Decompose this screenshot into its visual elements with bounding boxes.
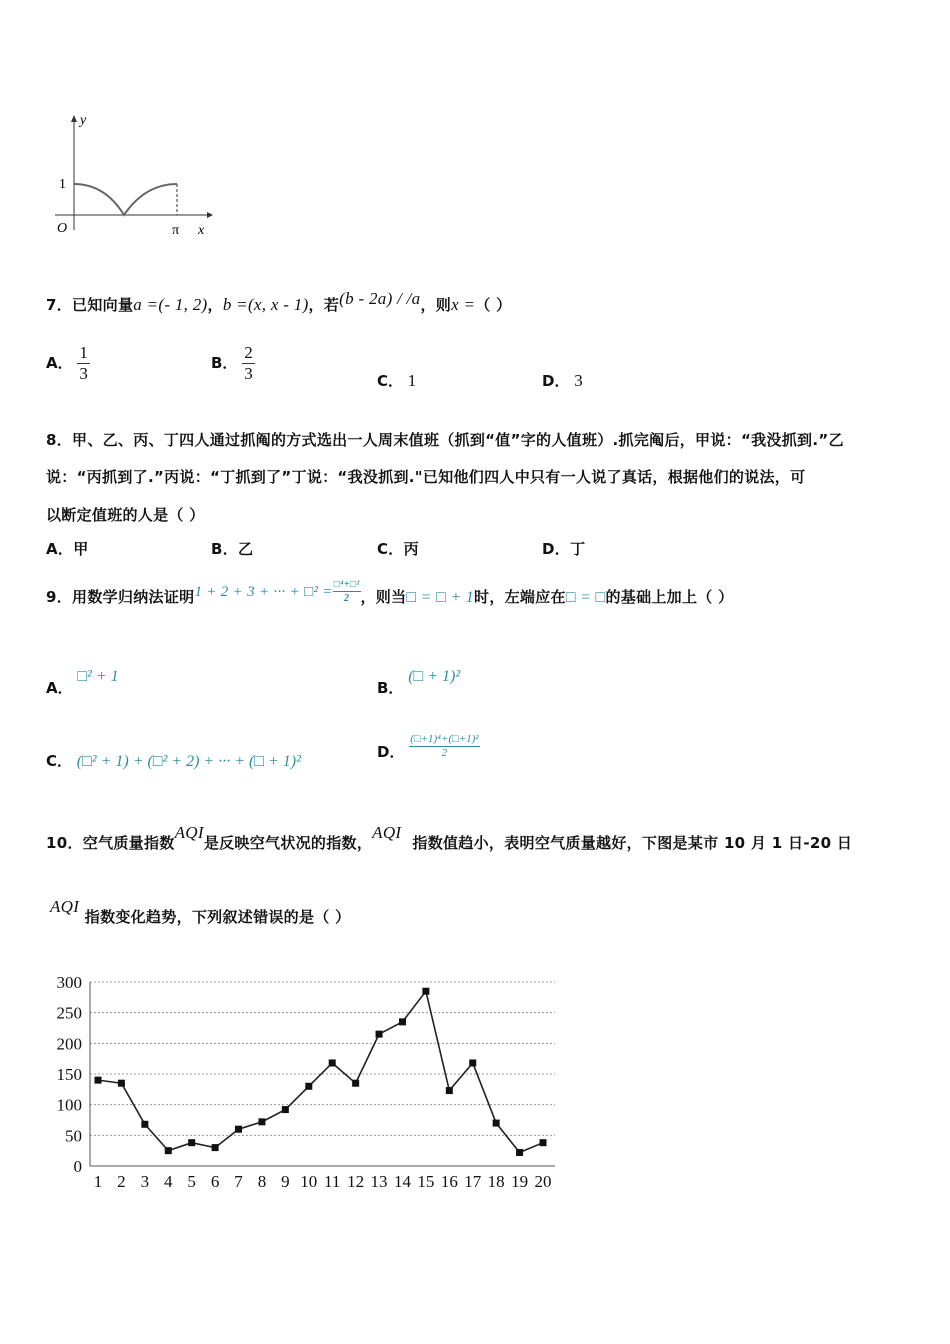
question-9 <box>46 579 734 611</box>
data-point <box>399 1018 406 1025</box>
x-tick-label: 4 <box>164 1172 173 1191</box>
y-axis-label: y <box>80 113 87 128</box>
q7-paren: （ ） <box>475 296 512 314</box>
option-label: C． <box>377 540 404 558</box>
y-tick-label: 250 <box>56 1003 82 1023</box>
data-point <box>540 1139 547 1146</box>
q9-option-c[interactable] <box>46 750 301 771</box>
q7-option-d[interactable] <box>542 370 583 391</box>
q7-number: 7． <box>46 296 73 314</box>
data-point <box>141 1121 148 1128</box>
y-tick-label: 0 <box>73 1157 82 1176</box>
option-a-numerator: 1 <box>79 343 88 362</box>
x-axis-arrow <box>207 212 213 218</box>
option-a-denominator: 3 <box>79 364 88 383</box>
series-line <box>98 991 543 1152</box>
option-b-expression: (□ + 1)² <box>408 668 461 685</box>
one-tick-label: 1 <box>59 177 66 192</box>
y-tick-label: 150 <box>56 1065 82 1084</box>
q10-part-3: 指数值趋小，表明空气质量越好，下图是某市 10 月 1 日-20 日 <box>412 834 853 852</box>
q10-number: 10． <box>46 834 83 852</box>
q7-comma: ， <box>207 296 223 314</box>
q10-part-1: 空气质量指数 <box>82 834 175 852</box>
y-tick-label: 100 <box>56 1095 82 1115</box>
q10-part-4: 指数变化趋势，下列叙述错误的是（ ） <box>84 908 351 926</box>
q7-vec-b: b =(x, x - 1) <box>222 295 309 314</box>
x-tick-label: 12 <box>347 1172 365 1191</box>
q10-part-2: 是反映空气状况的指数， <box>203 834 373 852</box>
q9-when: ，则当 <box>360 588 407 606</box>
q7-if: ，若 <box>308 296 340 314</box>
q8-option-a[interactable] <box>46 538 89 559</box>
data-point <box>258 1118 265 1125</box>
data-point <box>188 1139 195 1146</box>
q7-condition: (b - 2a) / /a <box>339 289 421 308</box>
q9-left-side: 时，左端应在 <box>474 588 566 606</box>
q9-condition-2: □ = □ <box>565 589 606 606</box>
data-point <box>376 1031 383 1038</box>
data-point <box>212 1144 219 1151</box>
data-point <box>329 1059 336 1066</box>
data-point <box>282 1106 289 1113</box>
q7-option-b[interactable] <box>211 343 255 384</box>
x-tick-label: 19 <box>511 1172 529 1191</box>
option-d-denominator: 2 <box>441 747 448 759</box>
option-text: 乙 <box>238 540 254 558</box>
option-label: D． <box>542 372 570 390</box>
q10-line-2 <box>50 897 351 927</box>
data-point <box>118 1080 125 1087</box>
q10-aqi-3: AQI <box>50 897 80 916</box>
option-d-value: 3 <box>574 371 583 390</box>
q10-aqi-2: AQI <box>372 823 402 842</box>
q9-formula-left: 1 + 2 + 3 + ··· + □² = <box>194 584 333 600</box>
y-axis-arrow <box>71 115 77 122</box>
data-point <box>352 1080 359 1087</box>
q8-line-2: 说：“丙抓到了.”丙说：“丁抓到了”丁说：“我没抓到."已知他们四人中只有一人说了真话，根据他们的说法，可 <box>46 468 806 486</box>
option-text: 丙 <box>403 540 419 558</box>
x-tick-label: 6 <box>210 1172 220 1191</box>
x-tick-label: 1 <box>93 1172 103 1191</box>
abs-cos-curve <box>74 184 177 215</box>
q8-option-d[interactable] <box>542 538 585 559</box>
y-tick-label: 200 <box>56 1034 82 1054</box>
data-point <box>95 1077 102 1084</box>
option-text: 甲 <box>73 540 89 558</box>
q8-line-1: 8．甲、乙、丙、丁四人通过抓阄的方式选出一人周末值班（抓到“值”字的人值班）.抓完阄后，甲说：“我没抓到.”乙 <box>46 431 844 449</box>
q8-option-b[interactable] <box>211 538 253 559</box>
data-point <box>469 1059 476 1066</box>
data-point <box>305 1083 312 1090</box>
option-label: A． <box>46 354 73 372</box>
option-label: D． <box>542 540 571 558</box>
option-b-numerator: 2 <box>244 343 253 362</box>
q7-vec-a: a =(- 1, 2) <box>133 295 208 314</box>
data-point <box>165 1147 172 1154</box>
data-point <box>516 1149 523 1156</box>
q9-option-d[interactable] <box>377 733 480 760</box>
q8-line-3: 以断定值班的人是（ ） <box>46 506 205 524</box>
x-tick-label: 5 <box>187 1172 196 1191</box>
option-label: C． <box>46 752 73 770</box>
option-label: A． <box>46 540 74 558</box>
data-point <box>446 1087 453 1094</box>
option-text: 丁 <box>570 540 586 558</box>
data-point <box>235 1126 242 1133</box>
x-tick-label: 18 <box>487 1172 505 1191</box>
x-tick-label: 15 <box>417 1172 435 1191</box>
origin-label: O <box>57 221 68 236</box>
x-axis-label: x <box>198 223 205 238</box>
x-tick-label: 11 <box>324 1172 341 1191</box>
x-tick-label: 2 <box>117 1172 126 1191</box>
q7-option-c[interactable] <box>377 370 416 391</box>
q9-formula-numerator: □⁴+□² <box>333 579 360 590</box>
question-10 <box>46 823 853 853</box>
option-c-value: 1 <box>407 371 417 390</box>
option-b-denominator: 3 <box>244 364 253 383</box>
x-tick-label: 3 <box>140 1172 150 1191</box>
y-tick-label: 300 <box>56 973 82 992</box>
x-tick-label: 20 <box>534 1172 552 1191</box>
x-tick-label: 14 <box>393 1172 411 1191</box>
q9-lead: 用数学归纳法证明 <box>72 588 195 606</box>
x-tick-label: 17 <box>464 1172 482 1191</box>
option-label: D． <box>377 743 405 761</box>
q7-lead: 已知向量 <box>72 296 134 314</box>
q9-option-b[interactable] <box>377 665 461 697</box>
x-tick-label: 7 <box>234 1172 243 1191</box>
x-tick-label: 10 <box>300 1172 318 1191</box>
q7-then: ，则 <box>420 296 452 314</box>
option-label: A． <box>46 679 73 697</box>
q10-aqi-1: AQI <box>174 823 204 842</box>
q8-option-c[interactable] <box>377 538 419 559</box>
option-c-expression: (□² + 1) + (□² + 2) + ··· + (□ + 1)² <box>76 753 301 770</box>
option-label: C． <box>377 372 404 390</box>
y-tick-label: 50 <box>65 1126 82 1146</box>
q9-number: 9． <box>46 588 73 606</box>
option-d-numerator: (□+1)⁴+(□+1)² <box>410 733 479 745</box>
q7-ask: x = <box>451 295 476 314</box>
q9-formula-denominator: 2 <box>343 593 350 604</box>
option-a-expression: □² + 1 <box>77 668 119 685</box>
data-point <box>493 1120 500 1127</box>
option-label: B． <box>377 679 404 697</box>
option-label: B． <box>211 354 238 372</box>
x-tick-label: 13 <box>370 1172 388 1191</box>
option-label: B． <box>211 540 239 558</box>
x-tick-label: 9 <box>281 1172 290 1191</box>
q9-ask: 的基础上加上（ ） <box>605 588 734 606</box>
x-tick-label: 16 <box>440 1172 458 1191</box>
x-tick-label: 8 <box>257 1172 267 1191</box>
function-graph <box>45 108 215 238</box>
aqi-line-chart <box>45 968 565 1198</box>
data-point <box>422 988 429 995</box>
question-7 <box>46 289 512 315</box>
q9-condition-1: □ = □ + 1 <box>406 589 475 606</box>
pi-label: π <box>172 223 180 238</box>
q7-option-a[interactable] <box>46 343 90 384</box>
q9-option-a[interactable] <box>46 665 119 697</box>
